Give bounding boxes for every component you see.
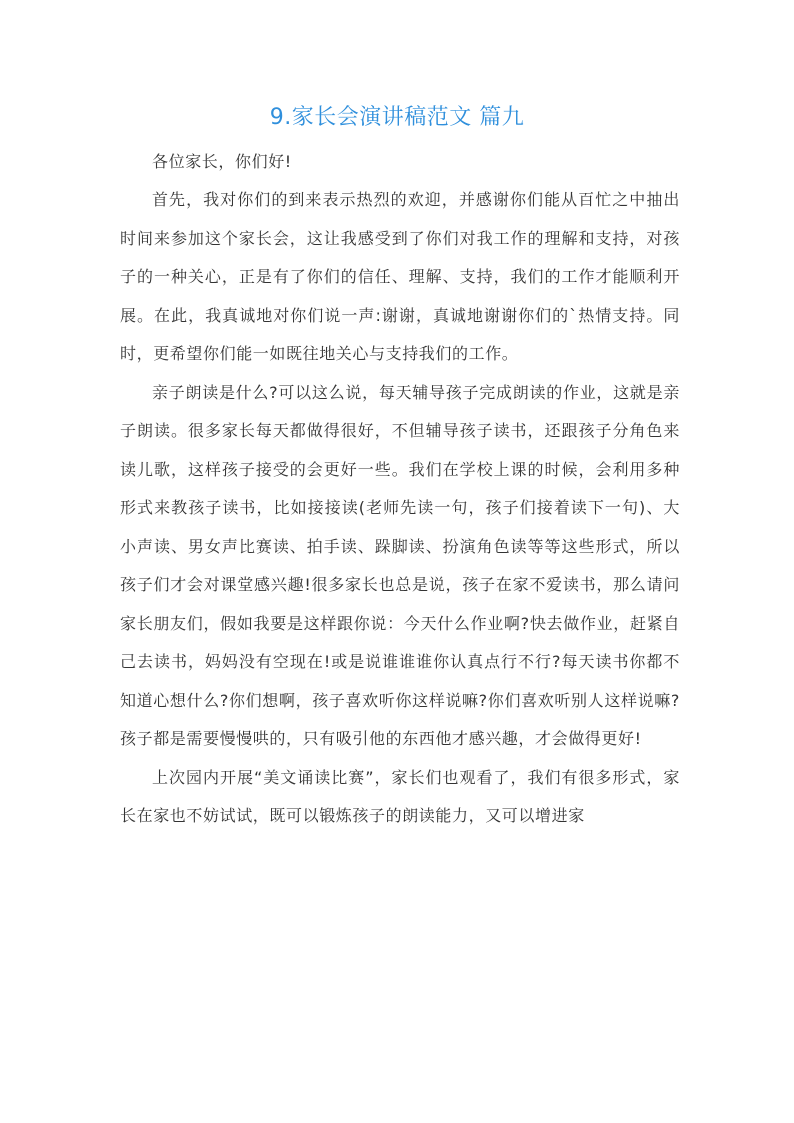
document-body <box>120 143 680 836</box>
paragraph-greeting: 各位家长，你们好! <box>152 152 292 171</box>
paragraph-competition: 上次园内开展“美文诵读比赛”，家长们也观看了，我们有很多形式，家长在家也不妨试试，既可以锻炼孩子的朗读能力，又可以增进家 <box>120 767 680 825</box>
document-title: 9.家长会演讲稿范文 篇九 <box>269 105 525 130</box>
paragraph-reading: 亲子朗读是什么?可以这么说，每天辅导孩子完成朗读的作业，这就是亲子朗读。很多家长每天都做得很好，不但辅导孩子读书，还跟孩子分角色来读儿歌，这样孩子接受的会更好一些。我们在学校上课的时候，会利用多种形式来教孩子读书，比如接接读(老师先读一句，孩子们接着读下一句)、大小声读、男女声比赛读、拍手读、跺脚读、扮演角色读等等这些形式，所以孩子们才会对课堂感兴趣!很多家长也总是说，孩子在家不爱读书，那么请问家长朋友们，假如我要是这样跟你说：今天什么作业啊?快去做作业，赶紧自己去读书，妈妈没有空现在!或是说谁谁谁你认真点行不行?每天读书你都不知道心想什么?你们想啊，孩子喜欢听你这样说嘛?你们喜欢听别人这样说嘛?孩子都是需要慢慢哄的，只有吸引他的东西他才感兴趣，才会做得更好! <box>120 382 680 748</box>
paragraph-welcome: 首先，我对你们的到来表示热烈的欢迎，并感谢你们能从百忙之中抽出时间来参加这个家长会，这让我感受到了你们对我工作的理解和支持，对孩子的一种关心，正是有了你们的信任、理解、支持，我们的工作才能顺利开展。在此，我真诚地对你们说一声:谢谢，真诚地谢谢你们的`热情支持。同时，更希望你们能一如既往地关心与支持我们的工作。 <box>120 190 680 363</box>
